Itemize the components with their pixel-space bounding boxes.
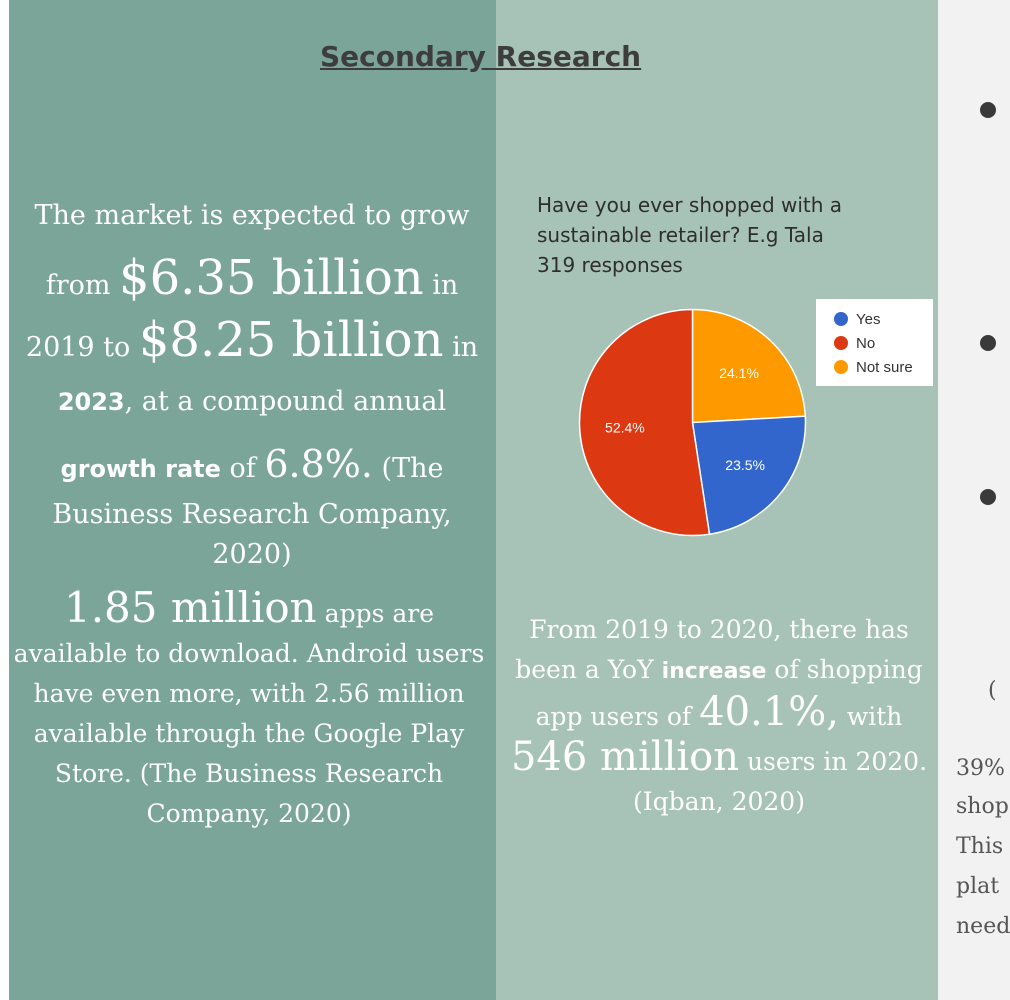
market-line-3	[24, 309, 480, 371]
market-value-2023: $8.25 billion	[138, 312, 444, 368]
market-growth-stat	[24, 185, 480, 575]
market-line-1	[24, 185, 480, 247]
pie-chart	[575, 305, 810, 540]
market-value-2019: $6.35 billion	[119, 250, 424, 306]
slice-label-yes: 23.5%	[725, 457, 765, 474]
bullet-icon	[980, 102, 996, 118]
market-text: of	[220, 453, 265, 484]
market-source: (The	[372, 453, 444, 484]
market-text: The market is expected to grow	[34, 200, 470, 231]
yoy-increase-value: 40.1%,	[699, 689, 839, 735]
apps-text: apps are available to download. Android users have even more, with 2.56 million available through the Google Play Store. (The Business Research Company, 2020)	[13, 599, 485, 828]
increase-word: increase	[661, 659, 767, 684]
market-text: 2019 to	[25, 332, 139, 363]
legend-swatch-no	[834, 336, 848, 350]
market-line-5	[24, 433, 480, 495]
legend-swatch-yes	[834, 312, 848, 326]
right-paren: (	[988, 678, 997, 703]
right-text-line: This	[956, 834, 1004, 859]
market-year-2023: 2023	[57, 388, 125, 416]
legend-label-not-sure: Not sure	[856, 358, 913, 376]
page-title: Secondary Research	[320, 40, 642, 73]
market-source: Business Research Company, 2020)	[52, 499, 452, 570]
growth-rate-label: growth rate	[60, 455, 221, 483]
market-text: in	[443, 332, 479, 363]
chart-legend	[816, 299, 933, 386]
shopping-text: with	[838, 702, 903, 731]
market-line-2	[24, 247, 480, 309]
legend-item-yes	[834, 309, 880, 329]
slice-yes	[693, 416, 806, 534]
survey-response-count: 319 responses	[537, 253, 683, 277]
market-text: , at a compound annual	[124, 386, 447, 417]
right-text-line: shop	[956, 794, 1009, 819]
legend-item-no	[834, 333, 875, 353]
legend-swatch-not-sure	[834, 360, 848, 374]
survey-question-text: Have you ever shopped with a sustainable retailer? E.g Tala	[537, 193, 843, 247]
right-text-line: need	[956, 914, 1010, 939]
slice-label-no: 52.4%	[605, 419, 645, 436]
shopping-text: From 2019 to 2020, there has been a YoY	[515, 615, 909, 684]
apps-stat	[10, 583, 488, 834]
legend-label-no: No	[856, 334, 876, 352]
slice-label-not-sure: 24.1%	[719, 365, 759, 382]
market-line-4	[24, 371, 480, 433]
left-edge	[0, 0, 9, 1000]
market-text: from	[45, 270, 120, 301]
shopping-text: of shopping app users of	[535, 655, 923, 731]
legend-item-not-sure	[834, 357, 913, 377]
growth-rate-value: 6.8%.	[264, 442, 373, 486]
legend-label-yes: Yes	[856, 310, 881, 328]
shopping-source: (Iqban, 2020)	[633, 787, 805, 816]
users-count: 546 million	[510, 734, 739, 780]
shopping-text: users in 2020.	[739, 747, 928, 776]
market-text: in	[423, 270, 459, 301]
survey-question	[537, 190, 897, 280]
apps-count: 1.85 million	[63, 583, 317, 632]
right-text-line: plat	[956, 874, 1000, 899]
shopping-app-stat	[506, 610, 932, 822]
bullet-icon	[980, 335, 996, 351]
right-text-line: 39%	[956, 756, 1005, 781]
bullet-icon	[980, 489, 996, 505]
